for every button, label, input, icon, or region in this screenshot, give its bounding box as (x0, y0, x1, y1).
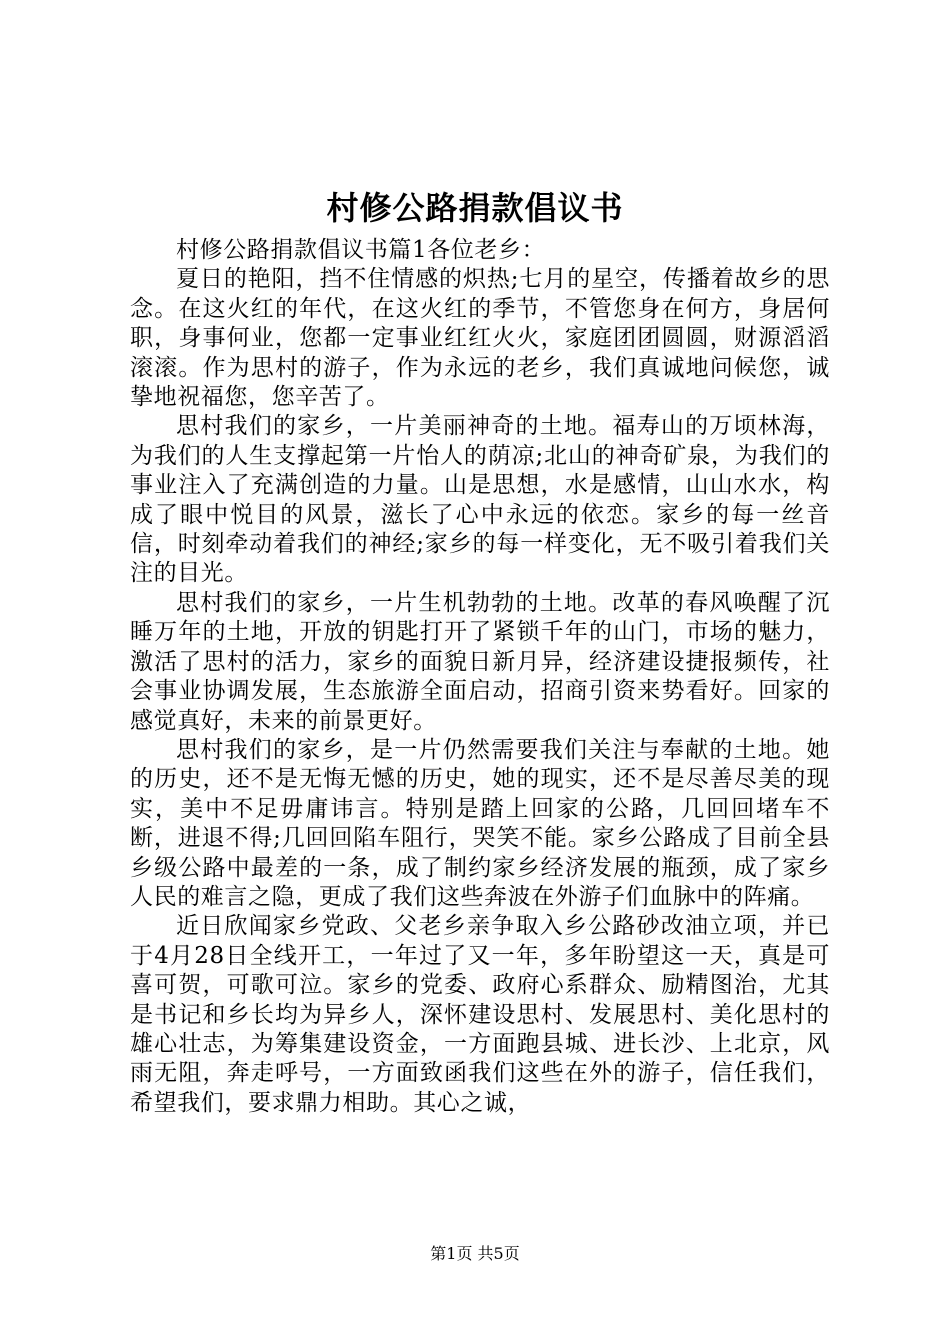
page-footer: 第1页 共5页 (430, 1244, 520, 1263)
document-title: 村修公路捐款倡议书 (326, 189, 624, 227)
paragraph-4: 思村我们的家乡，一片生机勃勃的土地。改革的春风唤醒了沉睡万年的土地，开放的钥匙打开了紧锁千年的山门，市场的魅力，激活了思村的活力，家乡的面貌日新月异，经济建设捷报频传，社会事业协调发展，生态旅游全面启动，招商引资来势看好。回家的感觉真好，未来的前景更好。 (130, 589, 830, 734)
paragraph-2: 夏日的艳阳，挡不住情感的炽热;七月的星空，传播着故乡的思念。在这火红的年代，在这火红的季节，不管您身在何方，身居何职，身事何业，您都一定事业红红火火，家庭团团圆圆，财源滔滔滚滚。作为思村的游子，作为永远的老乡，我们真诚地问候您，诚挚地祝福您，您辛苦了。 (130, 266, 830, 411)
paragraph-3: 思村我们的家乡，一片美丽神奇的土地。福寿山的万顷林海，为我们的人生支撑起第一片怡人的荫凉;北山的神奇矿泉，为我们的事业注入了充满创造的力量。山是思想，水是感情，山山水水，构成了眼中悦目的风景，滋长了心中永远的依恋。家乡的每一丝音信，时刻牵动着我们的神经;家乡的每一样变化，无不吸引着我们关注的目光。 (130, 413, 830, 587)
document-body (130, 236, 830, 1118)
paragraph-6: 近日欣闻家乡党政、父老乡亲争取入乡公路砂改油立项，并已于4月28日全线开工，一年过了又一年，多年盼望这一天，真是可喜可贺，可歌可泣。家乡的党委、政府心系群众、励精图治，尤其是书记和乡长均为异乡人，深怀建设思村、发展思村、美化思村的雄心壮志，为筹集建设资金，一方面跑县城、进长沙、上北京，风雨无阻，奔走呼号，一方面致函我们这些在外的游子，信任我们，希望我们，要求鼎力相助。其心之诚， (130, 913, 830, 1116)
paragraph-5: 思村我们的家乡，是一片仍然需要我们关注与奉献的土地。她的历史，还不是无悔无憾的历史，她的现实，还不是尽善尽美的现实，美中不足毋庸讳言。特别是踏上回家的公路，几回回堵车不断，进退不得;几回回陷车阻行，哭笑不能。家乡公路成了目前全县乡级公路中最差的一条，成了制约家乡经济发展的瓶颈，成了家乡人民的难言之隐，更成了我们这些奔波在外游子们血脉中的阵痛。 (130, 736, 830, 910)
paragraph-1: 村修公路捐款倡议书篇1各位老乡： (176, 237, 546, 263)
